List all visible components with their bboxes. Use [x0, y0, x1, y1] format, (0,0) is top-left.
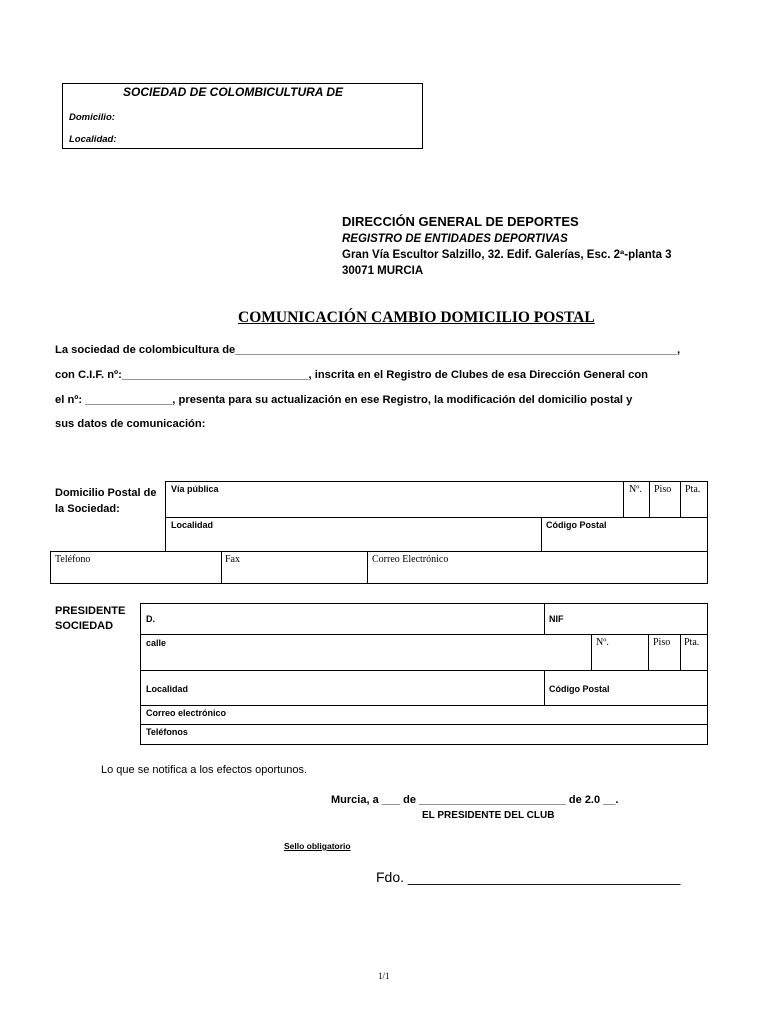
presidente-correo-field[interactable]: [140, 705, 708, 725]
body-line-2: con C.I.F. nº:______________________________, inscrita en el Registro de Clubes de esa Dirección General con: [55, 369, 648, 381]
presidente-calle-field[interactable]: [140, 634, 592, 671]
presidente-puerta-label: Pta.: [684, 637, 700, 648]
presidente-label-1: PRESIDENTE: [55, 605, 126, 617]
presidente-telefonos-field[interactable]: [140, 724, 708, 745]
fax-field[interactable]: [221, 551, 368, 584]
codigo-postal-field[interactable]: [541, 517, 708, 552]
header-box-title: SOCIEDAD DE COLOMBICULTURA DE: [123, 85, 343, 99]
presidente-name-field[interactable]: [140, 603, 545, 635]
body-line-3: el nº: ______________, presenta para su actualización en ese Registro, la modificación del domicilio postal y: [55, 394, 633, 406]
presidente-del-club: EL PRESIDENTE DEL CLUB: [422, 810, 555, 821]
document-title: COMUNICACIÓN CAMBIO DOMICILIO POSTAL: [238, 309, 595, 326]
recipient-line-3: Gran Vía Escultor Salzillo, 32. Edif. Galerías, Esc. 2ª-planta 3: [342, 249, 672, 261]
domicilio-section-label: Domicilio Postal de la Sociedad:: [55, 487, 157, 515]
presidente-codigo-postal-field[interactable]: [544, 670, 708, 706]
puerta-field[interactable]: [680, 481, 708, 518]
presidente-label-2: SOCIEDAD: [55, 620, 114, 632]
presidente-numero-field[interactable]: [591, 634, 649, 671]
correo-label: Correo Electrónico: [372, 554, 449, 565]
correo-field[interactable]: [367, 551, 708, 584]
localidad-field-label: Localidad: [171, 520, 214, 530]
header-box: [62, 83, 423, 149]
presidente-puerta-field[interactable]: [680, 634, 708, 671]
telefono-field[interactable]: [50, 551, 222, 584]
presidente-d-label: D.: [146, 614, 155, 624]
puerta-label: Pta.: [685, 484, 701, 495]
presidente-numero-label: Nº.: [596, 637, 609, 648]
numero-label: Nº.: [629, 484, 642, 495]
presidente-piso-label: Piso: [653, 637, 671, 648]
fecha-line: Murcia, a ___ de ________________________ de 2.0 __.: [331, 794, 619, 806]
sello-obligatorio: Sello obligatorio: [284, 841, 351, 851]
localidad-label: Localidad:: [69, 134, 117, 145]
presidente-localidad-label: Localidad: [146, 684, 189, 694]
body-line-1: La sociedad de colombicultura de_______________________________________________________________________,: [55, 344, 681, 356]
presidente-telefonos-label: Teléfonos: [146, 727, 188, 737]
numero-field[interactable]: [623, 481, 650, 518]
presidente-localidad-field[interactable]: [140, 670, 545, 706]
firma-line: Fdo. ___________________________________: [376, 869, 681, 885]
presidente-codigo-postal-label: Código Postal: [549, 684, 610, 694]
presidente-correo-label: Correo electrónico: [146, 708, 227, 718]
recipient-line-1: DIRECCIÓN GENERAL DE DEPORTES: [342, 214, 579, 229]
domicilio-label: Domicilio:: [69, 112, 115, 123]
recipient-line-4: 30071 MURCIA: [342, 265, 424, 277]
codigo-postal-label: Código Postal: [546, 520, 607, 530]
recipient-line-2: REGISTRO DE ENTIDADES DEPORTIVAS: [342, 233, 568, 245]
via-publica-field[interactable]: [165, 481, 624, 518]
notifica-text: Lo que se notifica a los efectos oportunos.: [101, 764, 308, 776]
fax-label: Fax: [225, 554, 240, 565]
presidente-nif-label: NIF: [549, 614, 564, 624]
body-line-4: sus datos de comunicación:: [55, 418, 206, 430]
localidad-field[interactable]: [165, 517, 542, 552]
piso-field[interactable]: [649, 481, 681, 518]
presidente-piso-field[interactable]: [648, 634, 681, 671]
piso-label: Piso: [654, 484, 672, 495]
presidente-calle-label: calle: [146, 638, 167, 648]
telefono-label: Teléfono: [55, 554, 91, 565]
presidente-nif-field[interactable]: [544, 603, 708, 635]
via-publica-label: Vía pública: [171, 484, 219, 494]
page-number: 1/1: [378, 971, 390, 981]
